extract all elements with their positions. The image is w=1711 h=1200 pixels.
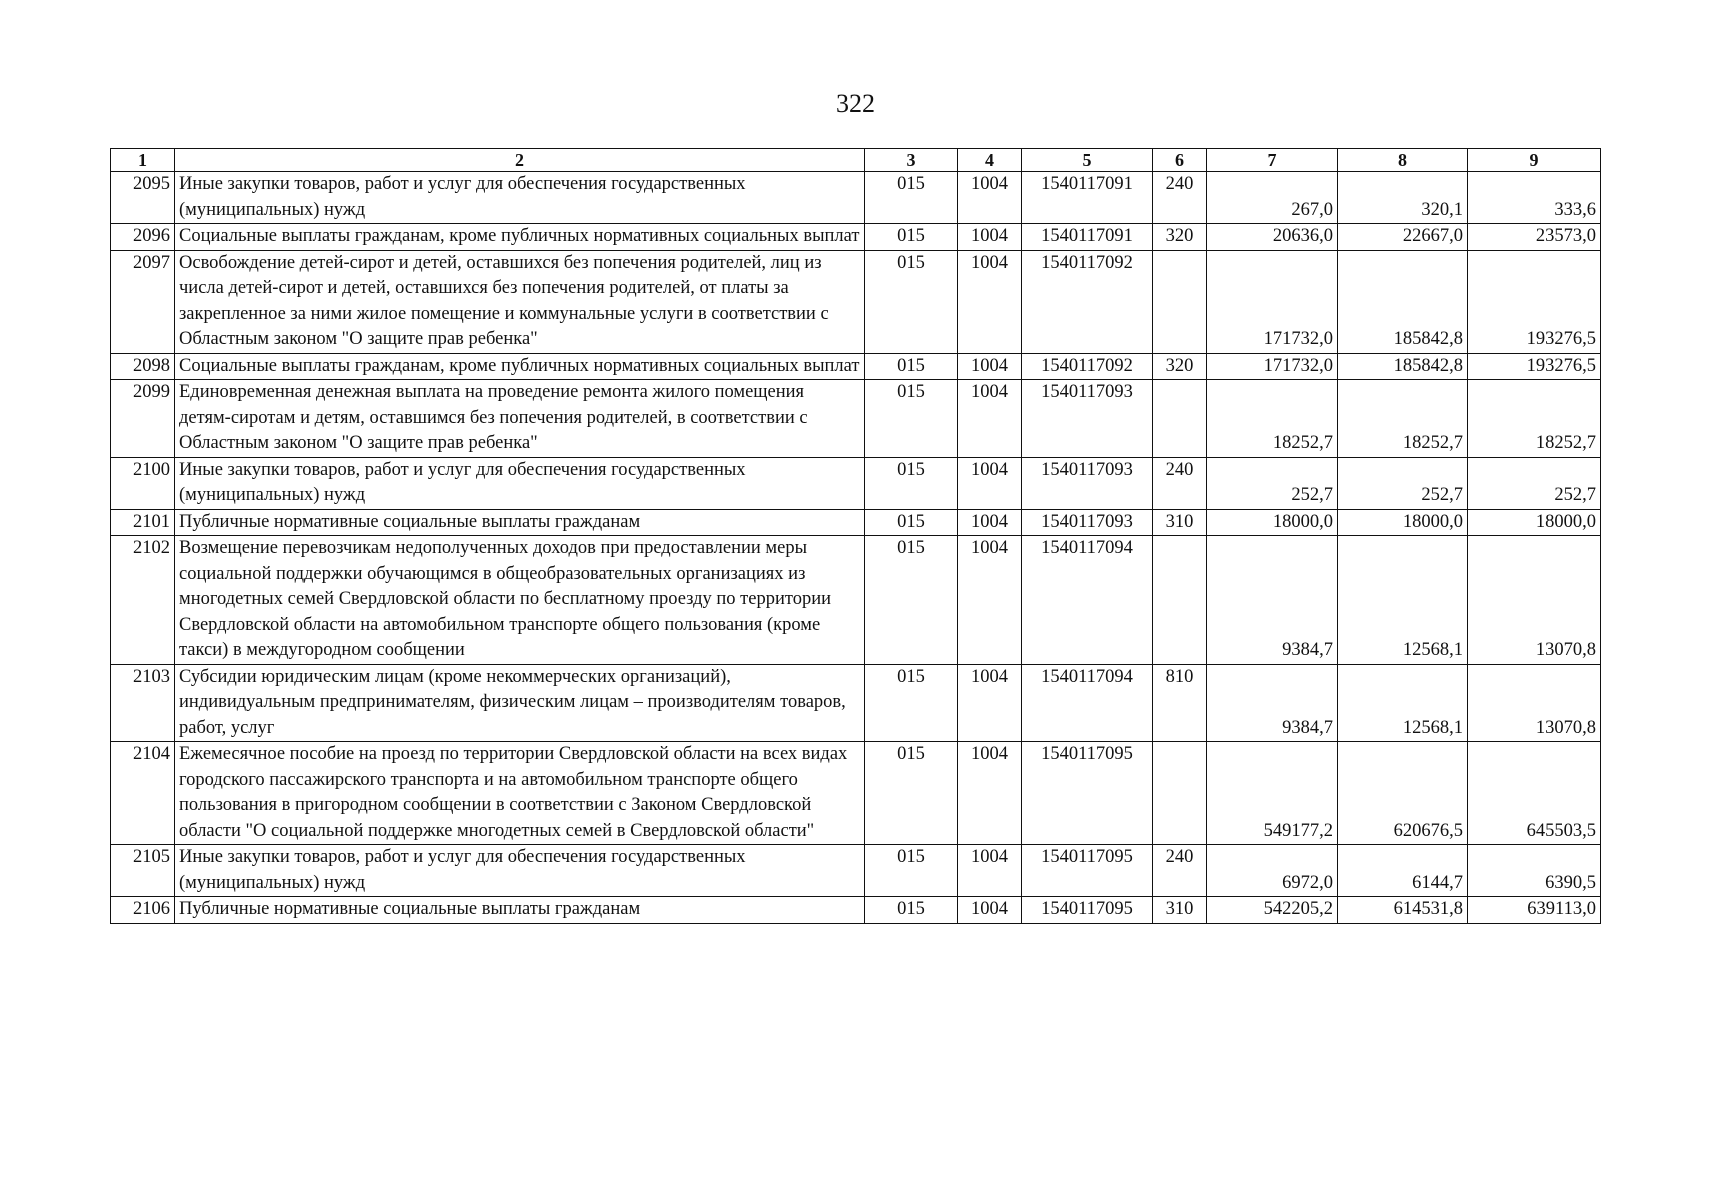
cell-col7: 18252,7 (1207, 380, 1338, 458)
cell-col9: 18000,0 (1468, 509, 1601, 536)
budget-table (110, 148, 1601, 924)
row-number: 2100 (111, 457, 175, 509)
cell-col7: 171732,0 (1207, 353, 1338, 380)
cell-col7: 252,7 (1207, 457, 1338, 509)
table-row (111, 172, 1601, 224)
cell-col3: 015 (865, 845, 958, 897)
row-name: Социальные выплаты гражданам, кроме публичных нормативных социальных выплат (175, 224, 865, 251)
row-name: Публичные нормативные социальные выплаты гражданам (175, 509, 865, 536)
cell-col6 (1153, 536, 1207, 665)
row-number: 2096 (111, 224, 175, 251)
cell-col9: 252,7 (1468, 457, 1601, 509)
cell-col9: 13070,8 (1468, 536, 1601, 665)
page-number: 322 (836, 89, 875, 118)
cell-col4: 1004 (958, 457, 1022, 509)
cell-col9: 333,6 (1468, 172, 1601, 224)
cell-col4: 1004 (958, 664, 1022, 742)
cell-col4: 1004 (958, 536, 1022, 665)
cell-col8: 12568,1 (1338, 536, 1468, 665)
row-name: Иные закупки товаров, работ и услуг для обеспечения государственных (муниципальных) нужд (175, 845, 865, 897)
table-row (111, 509, 1601, 536)
cell-col4: 1004 (958, 742, 1022, 845)
cell-col4: 1004 (958, 380, 1022, 458)
row-name: Иные закупки товаров, работ и услуг для обеспечения государственных (муниципальных) нужд (175, 457, 865, 509)
cell-col9: 18252,7 (1468, 380, 1601, 458)
cell-col9: 193276,5 (1468, 353, 1601, 380)
column-header: 5 (1022, 149, 1153, 172)
row-name: Ежемесячное пособие на проезд по территории Свердловской области на всех видах городского пассажирского транспорта и на автомобильном транспорте общего пользования в пригородном сообщении в соответствии с Законом Свердловской области "О социальной поддержке многодетных семей в Свердловской области" (175, 742, 865, 845)
cell-col7: 171732,0 (1207, 250, 1338, 353)
cell-col3: 015 (865, 509, 958, 536)
column-header: 1 (111, 149, 175, 172)
row-name: Возмещение перевозчикам недополученных доходов при предоставлении меры социальной поддержки обучающимся в общеобразовательных организациях из многодетных семей Свердловской области по бесплатному проезду по территории Свердловской области на автомобильном транспорте общего пользования (кроме такси) в междугородном сообщении (175, 536, 865, 665)
cell-col5: 1540117092 (1022, 353, 1153, 380)
row-name: Социальные выплаты гражданам, кроме публичных нормативных социальных выплат (175, 353, 865, 380)
cell-col6 (1153, 380, 1207, 458)
column-header: 4 (958, 149, 1022, 172)
cell-col4: 1004 (958, 897, 1022, 924)
column-header: 7 (1207, 149, 1338, 172)
cell-col7: 9384,7 (1207, 536, 1338, 665)
table-row (111, 664, 1601, 742)
cell-col7: 6972,0 (1207, 845, 1338, 897)
cell-col5: 1540117091 (1022, 224, 1153, 251)
cell-col4: 1004 (958, 509, 1022, 536)
cell-col8: 12568,1 (1338, 664, 1468, 742)
cell-col6 (1153, 250, 1207, 353)
column-header: 8 (1338, 149, 1468, 172)
row-name: Иные закупки товаров, работ и услуг для обеспечения государственных (муниципальных) нужд (175, 172, 865, 224)
cell-col4: 1004 (958, 845, 1022, 897)
row-number: 2105 (111, 845, 175, 897)
row-number: 2102 (111, 536, 175, 665)
row-number: 2103 (111, 664, 175, 742)
cell-col5: 1540117094 (1022, 664, 1153, 742)
cell-col7: 18000,0 (1207, 509, 1338, 536)
table-row (111, 845, 1601, 897)
cell-col5: 1540117095 (1022, 742, 1153, 845)
cell-col4: 1004 (958, 250, 1022, 353)
cell-col6: 320 (1153, 353, 1207, 380)
cell-col6: 320 (1153, 224, 1207, 251)
row-number: 2099 (111, 380, 175, 458)
cell-col3: 015 (865, 536, 958, 665)
column-header: 3 (865, 149, 958, 172)
column-header: 6 (1153, 149, 1207, 172)
cell-col3: 015 (865, 353, 958, 380)
cell-col8: 18000,0 (1338, 509, 1468, 536)
cell-col8: 320,1 (1338, 172, 1468, 224)
cell-col4: 1004 (958, 224, 1022, 251)
header-row (111, 149, 1601, 172)
cell-col6: 310 (1153, 897, 1207, 924)
cell-col5: 1540117091 (1022, 172, 1153, 224)
cell-col9: 645503,5 (1468, 742, 1601, 845)
table-row (111, 353, 1601, 380)
table-row (111, 224, 1601, 251)
row-name: Единовременная денежная выплата на проведение ремонта жилого помещения детям-сиротам и детям, оставшимся без попечения родителей, в соответствии с Областным законом "О защите прав ребенка" (175, 380, 865, 458)
table-row (111, 380, 1601, 458)
cell-col6: 310 (1153, 509, 1207, 536)
table-row (111, 742, 1601, 845)
cell-col3: 015 (865, 897, 958, 924)
row-name: Освобождение детей-сирот и детей, оставшихся без попечения родителей, лиц из числа детей-сирот и детей, оставшихся без попечения родителей, от платы за закрепленное за ними жилое помещение и коммунальные услуги в соответствии с Областным законом "О защите прав ребенка" (175, 250, 865, 353)
table-body (111, 172, 1601, 924)
cell-col7: 549177,2 (1207, 742, 1338, 845)
cell-col5: 1540117093 (1022, 509, 1153, 536)
cell-col7: 9384,7 (1207, 664, 1338, 742)
table-row (111, 457, 1601, 509)
cell-col7: 542205,2 (1207, 897, 1338, 924)
cell-col8: 185842,8 (1338, 250, 1468, 353)
cell-col9: 639113,0 (1468, 897, 1601, 924)
cell-col8: 18252,7 (1338, 380, 1468, 458)
cell-col6: 240 (1153, 457, 1207, 509)
cell-col5: 1540117093 (1022, 380, 1153, 458)
cell-col3: 015 (865, 664, 958, 742)
cell-col7: 267,0 (1207, 172, 1338, 224)
cell-col8: 22667,0 (1338, 224, 1468, 251)
cell-col3: 015 (865, 380, 958, 458)
cell-col9: 6390,5 (1468, 845, 1601, 897)
cell-col8: 252,7 (1338, 457, 1468, 509)
cell-col6: 810 (1153, 664, 1207, 742)
cell-col3: 015 (865, 742, 958, 845)
row-name: Субсидии юридическим лицам (кроме некоммерческих организаций), индивидуальным предпринимателям, физическим лицам – производителям товаров, работ, услуг (175, 664, 865, 742)
row-number: 2101 (111, 509, 175, 536)
cell-col4: 1004 (958, 172, 1022, 224)
cell-col6: 240 (1153, 172, 1207, 224)
cell-col3: 015 (865, 224, 958, 251)
cell-col3: 015 (865, 457, 958, 509)
column-header: 9 (1468, 149, 1601, 172)
cell-col7: 20636,0 (1207, 224, 1338, 251)
cell-col6: 240 (1153, 845, 1207, 897)
cell-col5: 1540117095 (1022, 897, 1153, 924)
cell-col8: 614531,8 (1338, 897, 1468, 924)
cell-col8: 620676,5 (1338, 742, 1468, 845)
table-row (111, 250, 1601, 353)
table-row (111, 897, 1601, 924)
cell-col4: 1004 (958, 353, 1022, 380)
cell-col3: 015 (865, 172, 958, 224)
row-name: Публичные нормативные социальные выплаты гражданам (175, 897, 865, 924)
cell-col9: 193276,5 (1468, 250, 1601, 353)
cell-col5: 1540117094 (1022, 536, 1153, 665)
cell-col5: 1540117093 (1022, 457, 1153, 509)
cell-col5: 1540117092 (1022, 250, 1153, 353)
row-number: 2104 (111, 742, 175, 845)
cell-col3: 015 (865, 250, 958, 353)
column-header: 2 (175, 149, 865, 172)
cell-col9: 13070,8 (1468, 664, 1601, 742)
cell-col9: 23573,0 (1468, 224, 1601, 251)
table-row (111, 536, 1601, 665)
cell-col8: 185842,8 (1338, 353, 1468, 380)
row-number: 2095 (111, 172, 175, 224)
row-number: 2097 (111, 250, 175, 353)
row-number: 2098 (111, 353, 175, 380)
cell-col6 (1153, 742, 1207, 845)
cell-col5: 1540117095 (1022, 845, 1153, 897)
row-number: 2106 (111, 897, 175, 924)
cell-col8: 6144,7 (1338, 845, 1468, 897)
